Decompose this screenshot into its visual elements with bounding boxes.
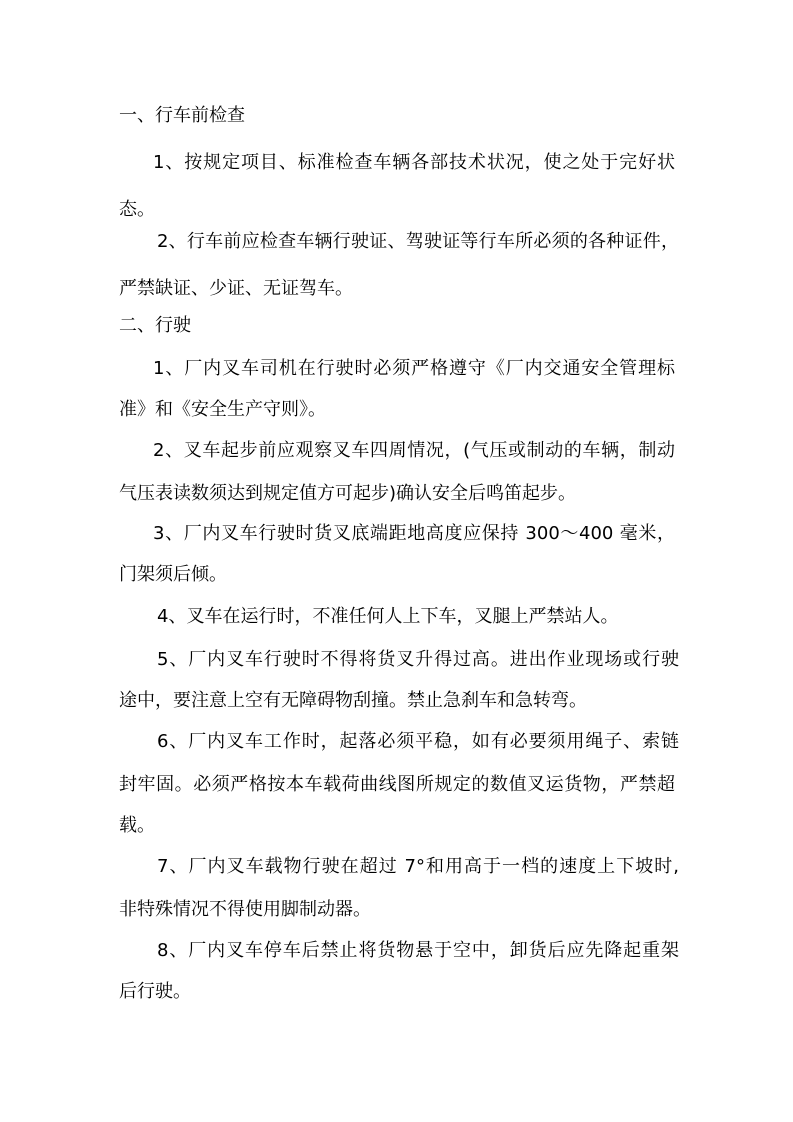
paragraph-line: 2、叉车起步前应观察叉车四周情况，(气压或制动的车辆，制动 (153, 440, 675, 461)
paragraph-line: 准》和《安全生产守则》。 (119, 399, 326, 420)
paragraph-line: 态。 (119, 199, 155, 220)
paragraph-line: 4、叉车在运行时，不准任何人上下车，叉腿上严禁站人。 (157, 606, 619, 627)
paragraph-line: 严禁缺证、少证、无证驾车。 (119, 278, 353, 299)
paragraph-line: 1、按规定项目、标准检查车辆各部技术状况，使之处于完好状 (153, 152, 675, 173)
paragraph-line: 7、厂内叉车载物行驶在超过 7°和用高于一档的速度上下坡时, (157, 856, 679, 877)
paragraph-line: 后行驶。 (119, 981, 191, 1002)
paragraph-line: 8、厂内叉车停车后禁止将货物悬于空中，卸货后应先降起重架 (157, 940, 679, 961)
paragraph-line: 3、厂内叉车行驶时货叉底端距地高度应保持 300～400 毫米， (153, 523, 675, 544)
paragraph-line: 1、厂内叉车司机在行驶时必须严格遵守《厂内交通安全管理标 (153, 358, 675, 379)
paragraph-line: 非特殊情况不得使用脚制动器。 (119, 899, 371, 920)
section-heading: 一、行车前检查 (119, 105, 245, 126)
paragraph-line: 途中，要注意上空有无障碍物刮撞。禁止急刹车和急转弯。 (119, 690, 587, 711)
paragraph-line: 5、厂内叉车行驶时不得将货叉升得过高。进出作业现场或行驶 (157, 649, 679, 670)
paragraph-line: 气压表读数须达到规定值方可起步)确认安全后鸣笛起步。 (119, 483, 577, 504)
paragraph-line: 6、厂内叉车工作时，起落必须平稳，如有必要须用绳子、索链 (157, 731, 679, 752)
paragraph-line: 载。 (119, 815, 155, 836)
section-heading: 二、行驶 (119, 315, 191, 336)
paragraph-line: 封牢固。必须严格按本车载荷曲线图所规定的数值叉运货物，严禁超 (119, 774, 675, 795)
paragraph-line: 门架须后倾。 (119, 564, 227, 585)
paragraph-line: 2、行车前应检查车辆行驶证、驾驶证等行车所必须的各种证件， (157, 231, 679, 252)
